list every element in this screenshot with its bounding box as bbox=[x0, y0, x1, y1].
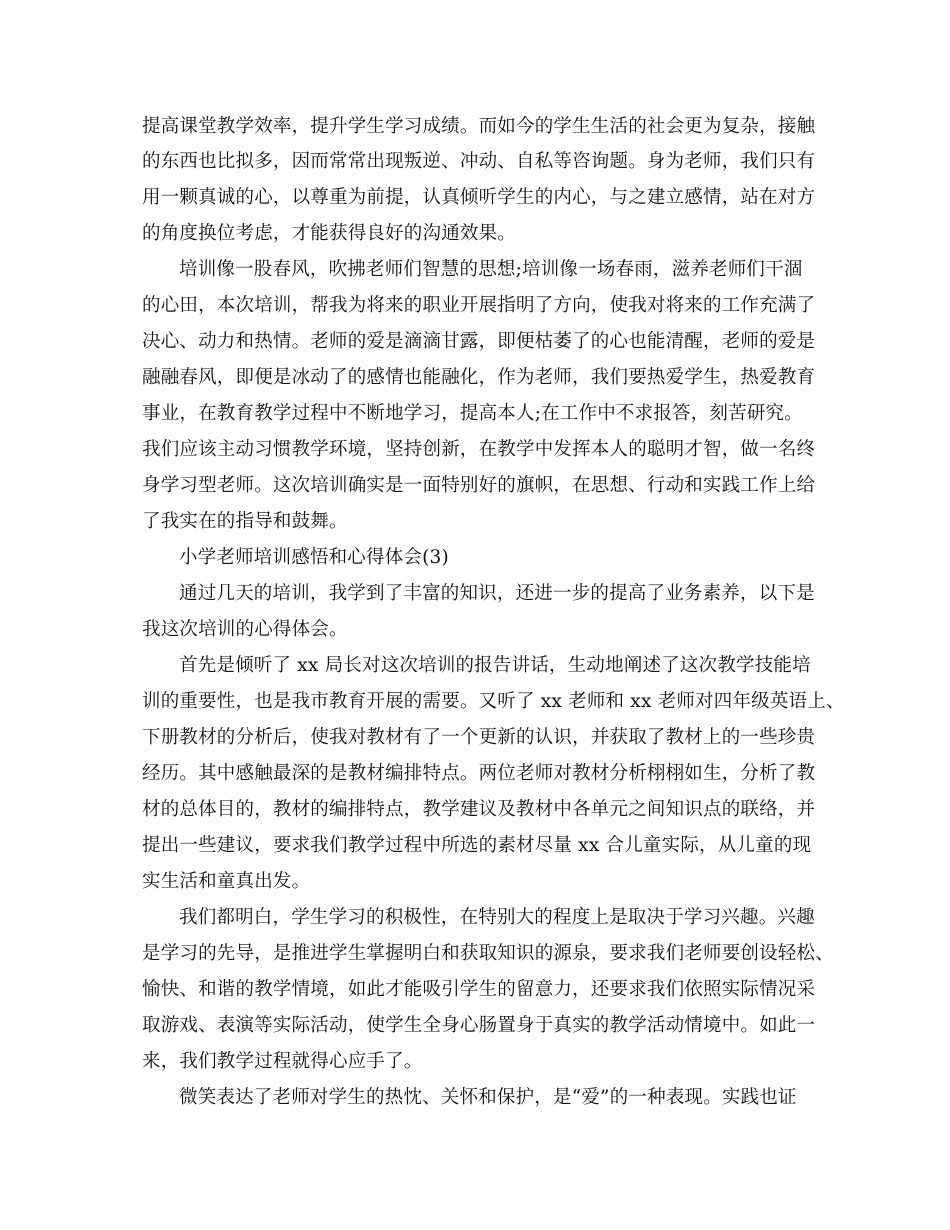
paragraph-line: 的东西也比拟多，因而常常出现叛逆、冲动、自私等咨询题。身为老师，我们只有 bbox=[142, 151, 816, 172]
paragraph-line: 实生活和童真出发。 bbox=[142, 871, 311, 892]
paragraph-line: 是学习的先导，是推进学生掌握明白和获取知识的源泉，要求我们老师要创设轻松、 bbox=[142, 943, 834, 964]
paragraph-line: 的心田，本次培训，帮我为将来的职业开展指明了方向，使我对将来的工作充满了 bbox=[142, 295, 816, 316]
paragraph-line: 提出一些建议，要求我们教学过程中所选的素材尽量 xx 合儿童实际，从儿童的现 bbox=[142, 835, 812, 856]
paragraph-line: 经历。其中感触最深的是教材编排特点。两位老师对教材分析栩栩如生，分析了教 bbox=[142, 763, 816, 784]
paragraph-line: 的角度换位考虑，才能获得良好的沟通效果。 bbox=[142, 223, 517, 244]
paragraph-line: 事业，在教育教学过程中不断地学习，提高本人;在工作中不求报答，刻苦研究。 bbox=[142, 403, 803, 424]
paragraph-line: 愉快、和谐的教学情境，如此才能吸引学生的留意力，还要求我们依照实际情况采 bbox=[142, 979, 816, 1000]
paragraph-line: 我们应该主动习惯教学环境，坚持创新，在教学中发挥本人的聪明才智，做一名终 bbox=[142, 439, 816, 460]
paragraph-first-line: 首先是倾听了 xx 局长对这次培训的报告讲话，生动地阐述了这次教学技能培 bbox=[179, 655, 811, 676]
paragraph-first-line: 通过几天的培训，我学到了丰富的知识，还进一步的提高了业务素养，以下是 bbox=[179, 583, 815, 604]
paragraph-line: 了我实在的指导和鼓舞。 bbox=[142, 511, 348, 532]
paragraph-line: 决心、动力和热情。老师的爱是滴滴甘露，即便枯萎了的心也能清醒，老师的爱是 bbox=[142, 331, 816, 352]
paragraph-line: 来，我们教学过程就得心应手了。 bbox=[142, 1051, 423, 1072]
paragraph-line: 取游戏、表演等实际活动，使学生全身心肠置身于真实的教学活动情境中。如此一 bbox=[142, 1015, 816, 1036]
section-heading: 小学老师培训感悟和心得体会(3) bbox=[179, 547, 449, 568]
paragraph-line: 训的重要性，也是我市教育开展的需要。又听了 xx 老师和 xx 老师对四年级英语上、 bbox=[142, 691, 845, 712]
paragraph-line: 身学习型老师。这次培训确实是一面特别好的旗帜，在思想、行动和实践工作上给 bbox=[142, 475, 816, 496]
paragraph-line: 我这次培训的心得体会。 bbox=[142, 619, 348, 640]
paragraph-line: 用一颗真诚的心，以尊重为前提，认真倾听学生的内心，与之建立感情，站在对方 bbox=[142, 187, 816, 208]
paragraph-line: 融融春风，即便是冰动了的感情也能融化，作为老师，我们要热爱学生，热爱教育 bbox=[142, 367, 816, 388]
paragraph-first-line: 微笑表达了老师对学生的热忱、关怀和保护，是“爱”的一种表现。实践也证 bbox=[179, 1087, 797, 1108]
paragraph-first-line: 我们都明白，学生学习的积极性，在特别大的程度上是取决于学习兴趣。兴趣 bbox=[179, 907, 815, 928]
paragraph-line: 材的总体目的，教材的编排特点，教学建议及教材中各单元之间知识点的联络，并 bbox=[142, 799, 816, 820]
paragraph-first-line: 培训像一股春风，吹拂老师们智慧的思想;培训像一场春雨，滋养老师们干涸 bbox=[179, 259, 803, 280]
paragraph-line: 提高课堂教学效率，提升学生学习成绩。而如今的学生生活的社会更为复杂，接触 bbox=[142, 116, 816, 137]
paragraph-line: 下册教材的分析后，使我对教材有了一个更新的认识，并获取了教材上的一些珍贵 bbox=[142, 727, 816, 748]
